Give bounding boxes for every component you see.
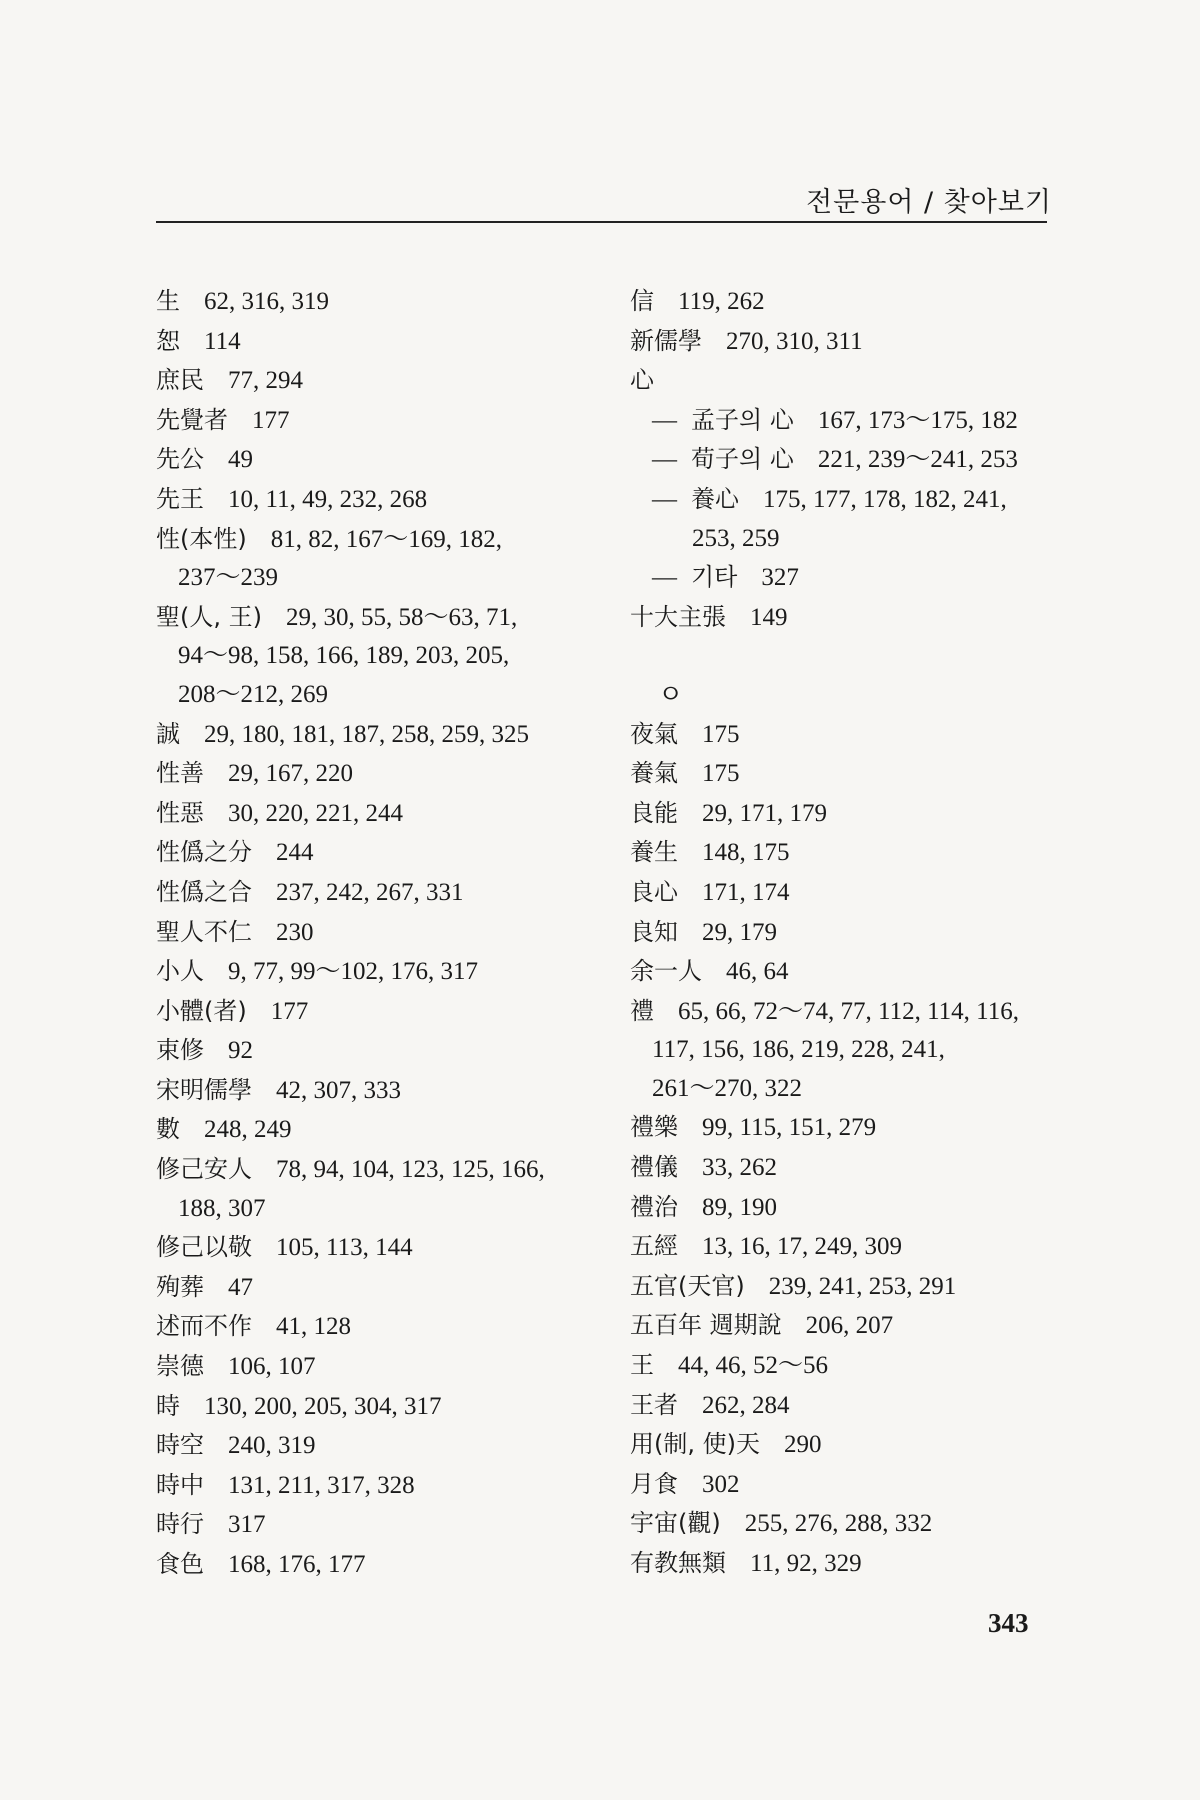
index-term: 食色 (156, 1550, 204, 1578)
index-pages: 175, 177, 178, 182, 241, (763, 485, 1007, 513)
index-pages: 253, 259 (692, 524, 780, 552)
index-entry (630, 913, 1050, 953)
index-pages: 29, 179 (702, 918, 777, 946)
index-term: 庶民 (156, 366, 204, 395)
index-pages: 62, 316, 319 (204, 288, 329, 315)
index-entry (630, 282, 1050, 322)
index-term: 崇德 (156, 1352, 204, 1381)
index-subentry (630, 480, 1050, 520)
index-term: 時行 (156, 1510, 204, 1539)
index-pages: 29, 30, 55, 58～63, 71, (285, 603, 518, 631)
index-pages: 175 (702, 720, 740, 748)
index-pages: 270, 310, 311 (726, 327, 863, 355)
index-pages: 106, 107 (228, 1353, 316, 1381)
index-pages: 168, 176, 177 (228, 1551, 366, 1578)
index-pages: 117, 156, 186, 219, 228, 241, (652, 1036, 945, 1064)
index-entry (156, 1545, 576, 1585)
index-entry (630, 1504, 1050, 1544)
index-entry (156, 754, 576, 794)
index-term: 五百年 週期說 (630, 1311, 782, 1340)
section-letter: ㅇ (658, 679, 684, 710)
index-entry (630, 1386, 1050, 1426)
index-pages-continued (156, 1190, 576, 1229)
index-term: 宇宙(觀) (630, 1509, 721, 1538)
index-pages-continued (156, 559, 576, 598)
running-header-title: 전문용어 / 찾아보기 (806, 187, 1052, 218)
index-term: 宋明儒學 (156, 1075, 252, 1104)
index-term: 性惡 (156, 798, 204, 827)
index-term: 禮儀 (630, 1153, 678, 1182)
index-pages: 317 (228, 1511, 266, 1539)
index-term: 良知 (630, 917, 678, 946)
index-term: 誠 (156, 719, 180, 748)
index-entry (156, 833, 576, 873)
index-entry (630, 1544, 1050, 1584)
index-entry (630, 1227, 1050, 1267)
index-term: 禮樂 (630, 1113, 678, 1142)
index-entry (156, 598, 576, 638)
index-term: 小人 (156, 957, 204, 986)
index-term: 養心 (691, 484, 739, 513)
index-entry (630, 1148, 1050, 1188)
index-pages: 42, 307, 333 (276, 1076, 401, 1104)
index-pages: 47 (228, 1273, 253, 1301)
subentry-dash: — (652, 485, 677, 513)
index-entry (156, 1150, 576, 1190)
header-rule (156, 221, 1047, 223)
index-entry (156, 1307, 576, 1347)
index-entry (156, 401, 576, 441)
index-term: 生 (156, 287, 180, 315)
index-subentry (630, 440, 1050, 480)
index-pages: 78, 94, 104, 123, 125, 166, (276, 1156, 545, 1184)
index-term: 月食 (630, 1469, 678, 1498)
index-pages: 290 (783, 1431, 822, 1459)
index-pages: 237～239 (178, 564, 279, 592)
index-term: 先覺者 (156, 405, 228, 434)
index-term: 王者 (630, 1390, 678, 1419)
index-entry (630, 1188, 1050, 1228)
index-pages: 149 (750, 603, 788, 631)
index-term: 王 (630, 1351, 654, 1380)
index-term: 修己安人 (156, 1155, 252, 1184)
index-term: 心 (630, 366, 654, 395)
index-term: 余一人 (630, 957, 702, 986)
index-pages: 41, 128 (276, 1313, 351, 1341)
index-term: 養生 (630, 838, 678, 867)
index-term: 聖人不仁 (156, 917, 252, 946)
index-entry (156, 794, 576, 834)
index-entry (156, 1387, 576, 1427)
index-entry (156, 480, 576, 520)
index-term: 聖(人, 王) (156, 602, 262, 631)
index-term: 性僞之分 (156, 838, 252, 867)
index-entry (156, 322, 576, 362)
index-term: 禮治 (630, 1192, 678, 1221)
index-pages: 171, 174 (702, 878, 790, 906)
index-entry (630, 1465, 1050, 1505)
index-pages: 46, 64 (726, 958, 789, 986)
index-pages: 49 (228, 446, 253, 474)
index-term: 時 (156, 1391, 180, 1420)
index-pages: 167, 173～175, 182 (817, 406, 1018, 434)
index-term: 良心 (630, 877, 678, 906)
index-term: 性善 (156, 759, 204, 788)
index-entry (630, 1425, 1050, 1465)
index-entry (630, 873, 1050, 913)
index-entry (156, 282, 576, 322)
index-pages: 11, 92, 329 (750, 1550, 862, 1577)
index-entry (156, 1110, 576, 1150)
index-pages: 177 (252, 406, 290, 434)
index-pages: 240, 319 (228, 1432, 316, 1460)
index-column-left (156, 282, 576, 1585)
index-entry (630, 1346, 1050, 1386)
index-term: 기타 (691, 563, 738, 592)
index-term: 修己以敬 (156, 1233, 252, 1262)
index-pages-continued (156, 676, 576, 715)
index-entry (630, 1306, 1050, 1346)
index-pages: 177 (270, 997, 309, 1025)
index-pages: 208～212, 269 (178, 680, 329, 708)
index-entry (630, 754, 1050, 794)
index-pages: 255, 276, 288, 332 (744, 1510, 933, 1538)
index-pages: 94～98, 158, 166, 189, 203, 205, (178, 642, 510, 670)
index-term: 夜氣 (630, 719, 678, 748)
index-entry (156, 1071, 576, 1111)
subentry-dash: — (652, 446, 677, 474)
index-subentry (630, 401, 1050, 441)
index-term: 數 (156, 1115, 180, 1144)
index-entry (156, 1505, 576, 1545)
index-term: 十大主張 (630, 602, 726, 631)
index-entry (630, 1267, 1050, 1307)
index-pages: 148, 175 (702, 839, 790, 867)
index-pages: 175 (702, 760, 740, 788)
index-pages: 262, 284 (702, 1391, 790, 1419)
index-entry (156, 440, 576, 480)
index-pages: 244 (276, 839, 314, 867)
index-pages: 239, 241, 253, 291 (768, 1272, 957, 1300)
index-term: 養氣 (630, 759, 678, 788)
index-entry (156, 992, 576, 1032)
index-pages-continued (156, 637, 576, 676)
index-term: 恕 (156, 326, 180, 355)
index-entry (630, 598, 1050, 638)
index-pages: 44, 46, 52～56 (678, 1352, 829, 1380)
index-pages: 30, 220, 221, 244 (228, 799, 403, 827)
index-term: 殉葬 (156, 1272, 204, 1301)
index-pages: 230 (276, 918, 314, 946)
index-term: 孟子의 心 (691, 405, 794, 434)
index-term: 性(本性) (156, 524, 247, 553)
index-entry (630, 715, 1050, 755)
index-pages: 10, 11, 49, 232, 268 (228, 485, 428, 513)
index-entry (156, 520, 576, 560)
index-entry (156, 1426, 576, 1466)
index-term: 時空 (156, 1431, 204, 1460)
index-entry (630, 322, 1050, 362)
index-entry (630, 952, 1050, 992)
index-pages: 130, 200, 205, 304, 317 (204, 1392, 442, 1420)
index-subentry (630, 558, 1050, 598)
index-pages: 81, 82, 167～169, 182, (270, 525, 502, 553)
index-entry (156, 1268, 576, 1308)
index-entry (630, 992, 1050, 1032)
index-term: 用(制, 使)天 (630, 1430, 760, 1459)
index-pages: 327 (761, 564, 799, 592)
index-column-right (630, 282, 1050, 1584)
index-entry (156, 1031, 576, 1071)
index-pages: 9, 77, 99～102, 176, 317 (228, 958, 479, 986)
index-pages: 237, 242, 267, 331 (276, 878, 464, 906)
index-entry (156, 952, 576, 992)
index-pages: 131, 211, 317, 328 (228, 1471, 415, 1499)
index-term: 五官(天官) (630, 1271, 745, 1300)
index-entry (156, 1228, 576, 1268)
index-pages: 99, 115, 151, 279 (702, 1114, 877, 1142)
index-pages: 114 (204, 327, 241, 355)
index-entry (630, 833, 1050, 873)
index-pages: 29, 167, 220 (228, 760, 353, 788)
index-term: 良能 (630, 798, 678, 827)
index-term: 先公 (156, 445, 204, 474)
index-entry (156, 715, 576, 755)
index-pages: 188, 307 (178, 1194, 266, 1222)
index-pages: 77, 294 (228, 367, 303, 395)
index-pages-continued (630, 1070, 1050, 1109)
index-pages: 119, 262 (678, 288, 765, 315)
index-pages: 65, 66, 72～74, 77, 112, 114, 116, (678, 997, 1019, 1025)
index-term: 有教無類 (630, 1549, 726, 1577)
index-pages: 302 (702, 1470, 740, 1498)
subentry-dash: — (652, 406, 677, 434)
index-pages: 92 (228, 1037, 253, 1065)
index-entry (630, 794, 1050, 834)
index-term: 信 (630, 287, 654, 315)
index-term: 束修 (156, 1036, 204, 1065)
index-pages: 13, 16, 17, 249, 309 (702, 1233, 902, 1261)
index-entry (156, 913, 576, 953)
index-pages-continued (630, 1031, 1050, 1070)
page-number: 343 (988, 1608, 1029, 1638)
index-pages: 105, 113, 144 (276, 1234, 413, 1262)
index-pages: 248, 249 (204, 1116, 292, 1144)
index-entry (156, 361, 576, 401)
section-gap (630, 637, 1050, 676)
index-entry (630, 1108, 1050, 1148)
index-pages: 29, 180, 181, 187, 258, 259, 325 (204, 720, 529, 748)
index-pages: 89, 190 (702, 1193, 777, 1221)
index-term: 荀子의 心 (691, 445, 794, 474)
index-pages-continued (630, 520, 1050, 559)
index-pages: 29, 171, 179 (702, 799, 827, 827)
index-term: 小體(者) (156, 996, 247, 1025)
index-term: 時中 (156, 1470, 204, 1499)
index-pages: 261～270, 322 (652, 1074, 803, 1102)
index-pages: 206, 207 (805, 1312, 894, 1340)
index-term: 述而不作 (156, 1312, 252, 1341)
index-term: 五經 (630, 1232, 678, 1261)
index-entry (630, 361, 1050, 401)
index-term: 禮 (630, 996, 654, 1025)
index-term: 先王 (156, 484, 204, 513)
index-pages: 33, 262 (702, 1154, 777, 1182)
index-entry (156, 1466, 576, 1506)
index-entry (156, 873, 576, 913)
index-term: 性僞之合 (156, 877, 252, 906)
subentry-dash: — (652, 564, 677, 592)
index-entry (156, 1347, 576, 1387)
index-pages: 221, 239～241, 253 (817, 446, 1018, 474)
index-term: 新儒學 (630, 326, 702, 355)
